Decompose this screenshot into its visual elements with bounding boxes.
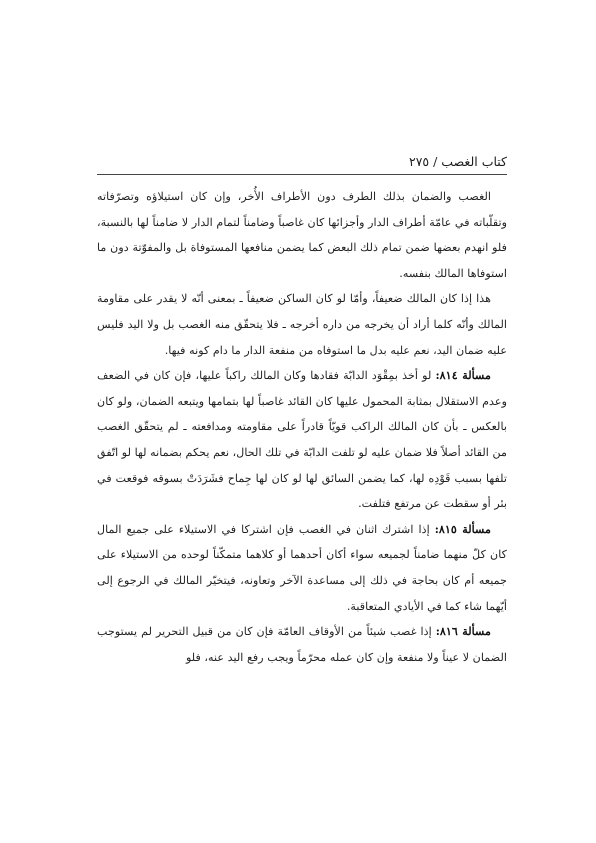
running-title: كتاب الغصب / ٢٧٥ (408, 154, 507, 169)
issue-label: مسألة ٨١٦: (435, 624, 492, 639)
paragraph-text: هذا إذا كان المالك ضعيفاً، وأمّا لو كان الساكن ضعيفاً ـ بمعنى أنّه لا يقدر على مقاومة المالك وأنّه كلما أراد أن يخرجه من داره أخرجه ـ فلا يتحقّق منه الغصب بل ولا اليد فليس عليه ضمان اليد، نعم عليه بدل ما استوفاه من منفعة الدار ما دام كونه فيها. (97, 292, 507, 357)
issue-text: لو أخذ بمِقْوَد الدابّة فقادها وكان المالك راكباً عليها، فإن كان في الضعف وعدم الاستقلال بمثابة المحمول عليها كان القائد غاصباً لها بتمامها ويتبعه الضمان، ولو كان بالعكس ـ بأن كان المالك الراكب قويّاً قادراً على مقاومته ومدافعته ـ لم يتحقّق الغصب من القائد أصلاً فلا ضمان عليه لو تلفت الدابّة في تلك الحال، نعم يحكم بضمانه لها لو اتّفق تلفها بسبب قَوْدِه لها، كما يضمن السائق لها لو كان لها جِماح فشَرَدَتْ بسوقه فوقعت في بئر أو سقطت عن مرتفع فتلفت. (97, 369, 507, 511)
body-text (97, 184, 507, 670)
header-divider (97, 174, 507, 175)
running-header (97, 152, 507, 172)
issue-text: إذا اشترك اثنان في الغصب فإن اشتركا في الاستيلاء على جميع المال كان كلّ منهما ضامناً لجميعه سواء أكان أحدهما أو كلاهما متمكّناً لوحده من الاستيلاء على جميعه أم كان بحاجة في ذلك إلى مساعدة الآخر وتعاونه، فيتخيّر المالك في الرجوع إلى أيّهما شاء كما في الأيادي المتعاقبة. (97, 522, 507, 613)
issue-label: مسألة ٨١٥: (434, 521, 491, 536)
paragraph-text: الغصب والضمان بذلك الطرف دون الأطراف الأُخر، وإن كان استيلاؤه وتصرّفاته وتقلّباته في عامّة أطراف الدار وأجزائها كان غاصباً وضامناً لتمام الدار لا ضامناً لها بالنسبة، فلو انهدم بعضها ضمن تمام ذلك البعض كما يضمن منافعها المستوفاة بل والمفوّتة دون ما استوفاها المالك بنفسه. (97, 190, 507, 280)
issue-816 (97, 619, 507, 670)
issue-814 (97, 363, 507, 517)
issue-label: مسألة ٨١٤: (435, 368, 491, 383)
issue-text: إذا غصب شيئاً من الأوقاف العامّة فإن كان من قبيل التحرير لم يستوجب الضمان لا عيناً ولا منفعة وإن كان عمله محرّماً ويجب رفع اليد عنه، فلو (97, 625, 507, 664)
issue-815 (97, 517, 507, 619)
paragraph-1 (97, 184, 507, 286)
paragraph-2 (97, 286, 507, 363)
